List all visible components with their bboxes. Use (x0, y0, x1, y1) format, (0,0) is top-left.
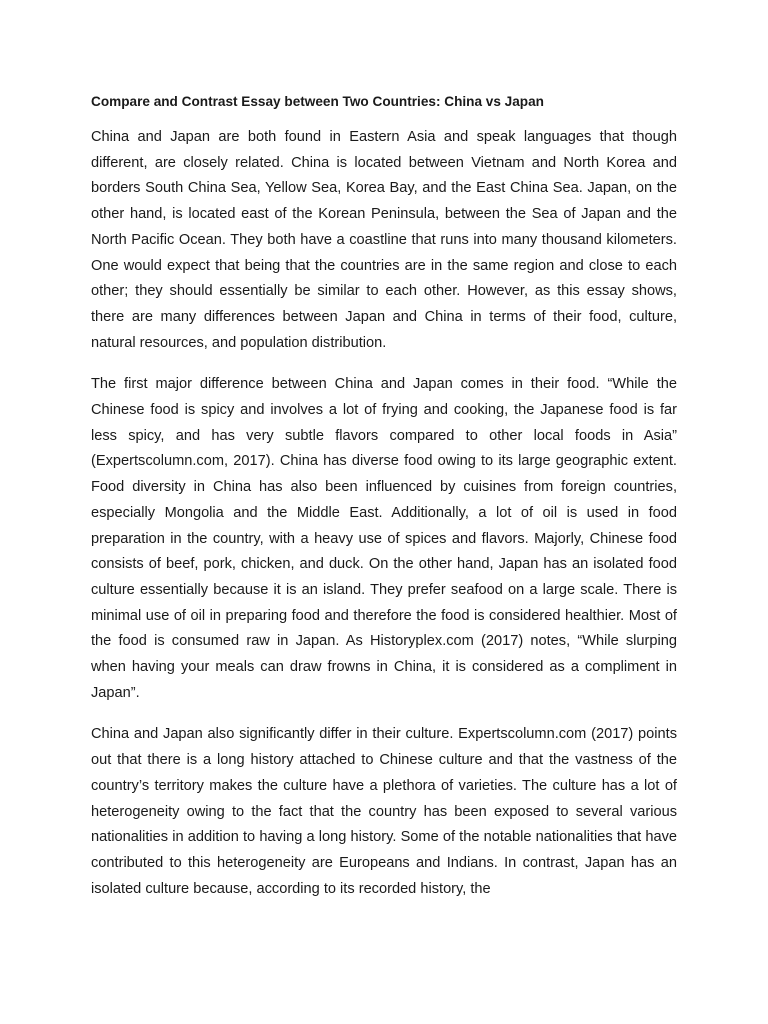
paragraph-food: The first major difference between China and Japan comes in their food. “While the Chinese food is spicy and involves a lot of frying and cooking, the Japanese food is far less spicy, and has very subtle flavors compared to other local foods in Asia” (Expertscolumn.com, 2017). China has diverse food owing to its large geographic extent. Food diversity in China has also been influenced by cuisines from foreign countries, especially Mongolia and the Middle East. Additionally, a lot of oil is used in food preparation in the country, with a heavy use of spices and flavors. Majorly, Chinese food consists of beef, pork, chicken, and duck. On the other hand, Japan has an isolated food culture essentially because it is an island. They prefer seafood on a large scale. There is minimal use of oil in preparing food and therefore the food is considered healthier. Most of the food is consumed raw in Japan. As Historyplex.com (2017) notes, “While slurping when having your meals can draw frowns in China, it is considered as a compliment in Japan”. (91, 376, 677, 701)
paragraph-culture: China and Japan also significantly differ in their culture. Expertscolumn.com (2017) points out that there is a long history attached to Chinese culture and that the vastness of the country’s territory makes the culture have a plethora of varieties. The culture has a lot of heterogeneity owing to the fact that the country has been exposed to several various nationalities in addition to having a long history. Some of the notable nationalities that have contributed to this heterogeneity are Europeans and Indians. In contrast, Japan has an isolated culture because, according to its recorded history, the (91, 726, 677, 897)
essay-title: Compare and Contrast Essay between Two Countries: China vs Japan (91, 94, 544, 109)
document-body (91, 93, 677, 918)
paragraph-introduction: China and Japan are both found in Eastern Asia and speak languages that though different, are closely related. China is located between Vietnam and North Korea and borders South China Sea, Yellow Sea, Korea Bay, and the East China Sea. Japan, on the other hand, is located east of the Korean Peninsula, between the Sea of Japan and the North Pacific Ocean. They both have a coastline that runs into many thousand kilometers. One would expect that being that the countries are in the same region and close to each other; they should essentially be similar to each other. However, as this essay shows, there are many differences between Japan and China in terms of their food, culture, natural resources, and population distribution. (91, 129, 677, 351)
